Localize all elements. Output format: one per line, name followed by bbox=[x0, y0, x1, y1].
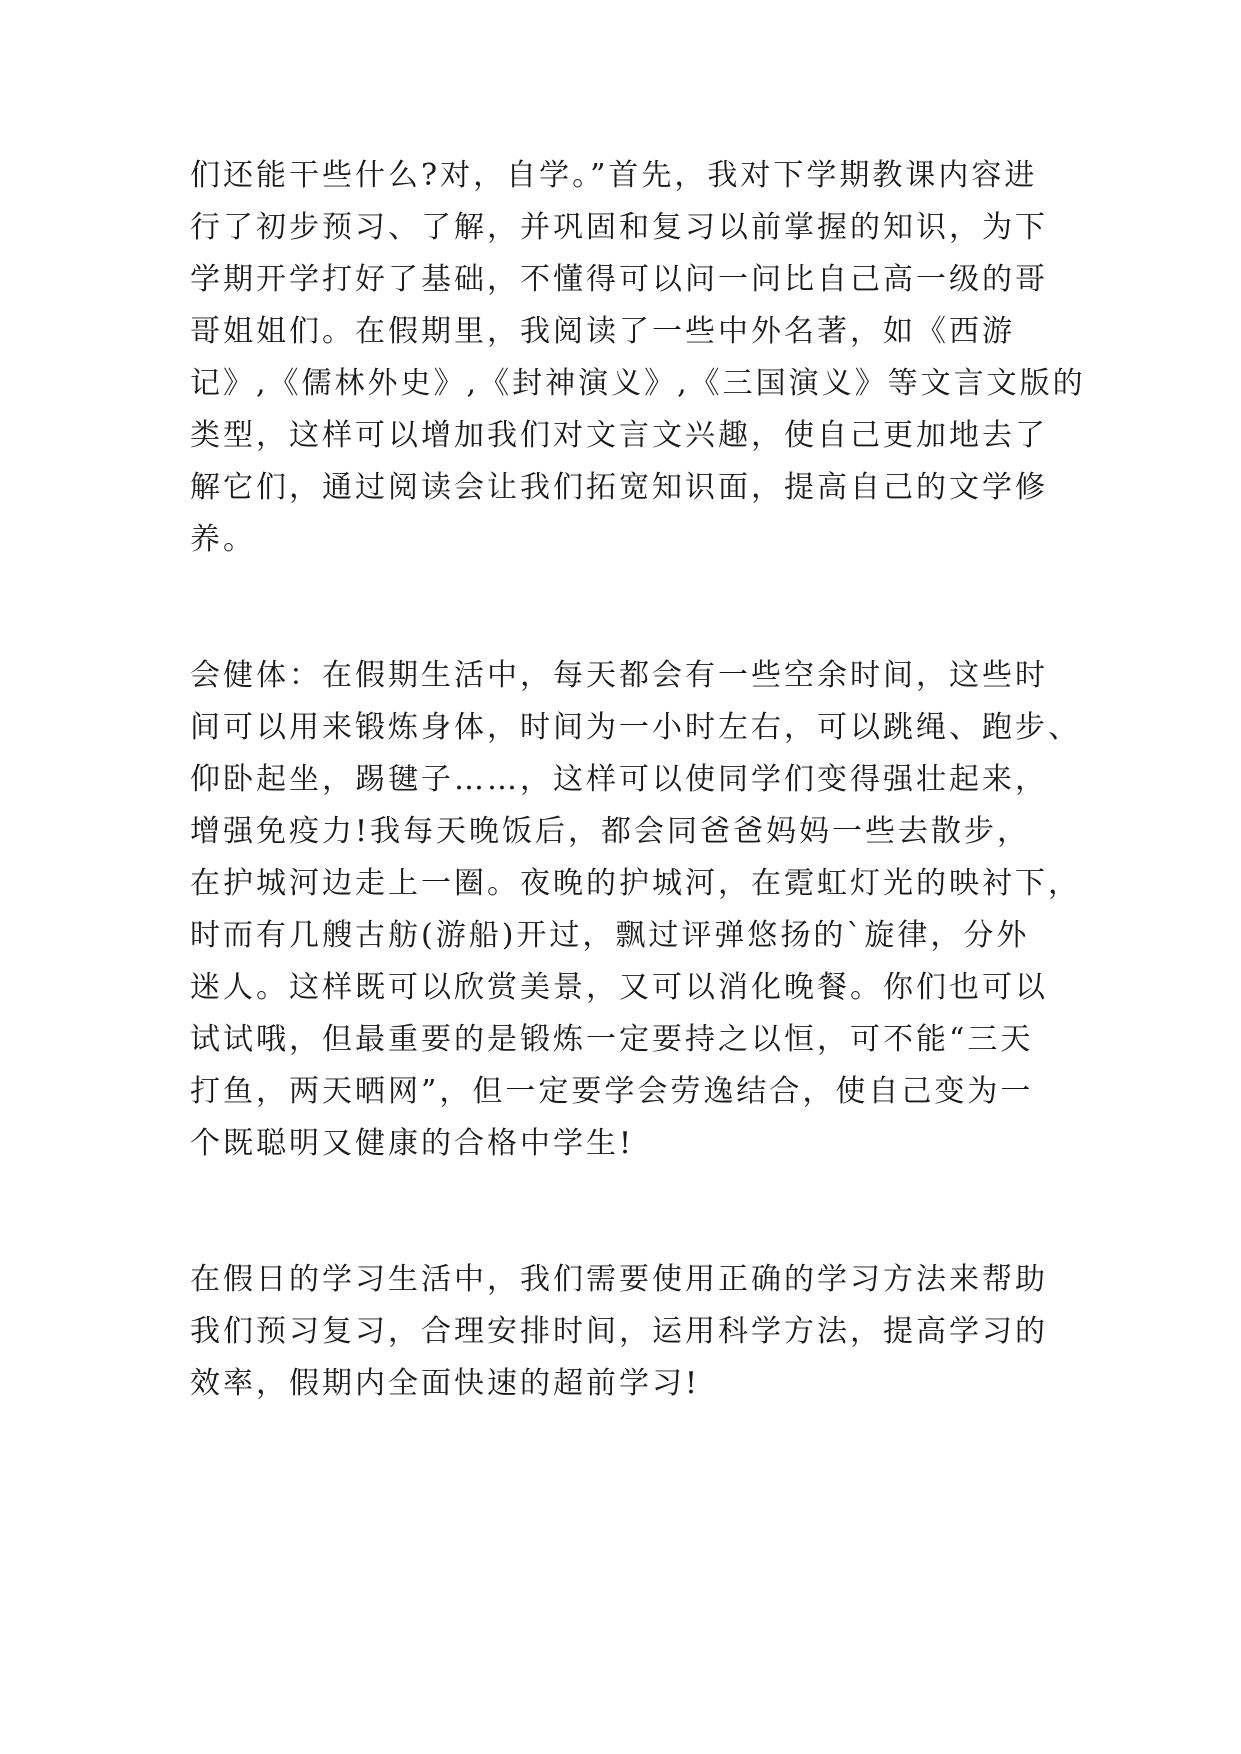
text-line: 迷人。这样既可以欣赏美景，又可以消化晚餐。你们也可以 bbox=[190, 970, 1048, 1005]
text-line: 在假日的学习生活中，我们需要使用正确的学习方法来帮助 bbox=[190, 1262, 1048, 1297]
text-line: 增强免疫力!我每天晚饭后，都会同爸爸妈妈一些去散步， bbox=[190, 814, 1031, 849]
text-line: 我们预习复习，合理安排时间，运用科学方法，提高学习的 bbox=[190, 1314, 1048, 1349]
text-line: 解它们，通过阅读会让我们拓宽知识面，提高自己的文学修 bbox=[190, 470, 1048, 505]
paragraph-self-study bbox=[190, 150, 1086, 566]
text-line: 养。 bbox=[190, 522, 256, 557]
text-line: 们还能干些什么?对，自学。”首先，我对下学期教课内容进 bbox=[190, 158, 1038, 193]
text-line: 学期开学打好了基础，不懂得可以问一问比自己高一级的哥 bbox=[190, 262, 1048, 297]
text-line: 仰卧起坐，踢毽子……，这样可以使同学们变得强壮起来， bbox=[190, 762, 1048, 797]
text-line: 会健体：在假期生活中，每天都会有一些空余时间，这些时 bbox=[190, 658, 1048, 693]
text-line: 间可以用来锻炼身体，时间为一小时左右，可以跳绳、跑步、 bbox=[190, 710, 1081, 745]
text-line: 效率，假期内全面快速的超前学习! bbox=[190, 1366, 701, 1401]
text-line: 在护城河边走上一圈。夜晚的护城河，在霓虹灯光的映衬下， bbox=[190, 866, 1081, 901]
document-body bbox=[190, 150, 1086, 1494]
text-line: 个既聪明又健康的合格中学生! bbox=[190, 1126, 635, 1161]
paragraph-exercise bbox=[190, 650, 1081, 1170]
text-line: 行了初步预习、了解，并巩固和复习以前掌握的知识，为下 bbox=[190, 210, 1048, 245]
paragraph-summary bbox=[190, 1254, 1070, 1410]
text-line: 类型，这样可以增加我们对文言文兴趣，使自己更加地去了 bbox=[190, 418, 1048, 453]
text-line: 时而有几艘古舫(游船)开过，飘过评弹悠扬的`旋律，分外 bbox=[190, 918, 1030, 953]
text-line: 试试哦，但最重要的是锻炼一定要持之以恒，可不能“三天 bbox=[190, 1022, 1034, 1057]
text-line: 记》,《儒林外史》,《封神演义》,《三国演义》等文言文版的 bbox=[190, 366, 1086, 401]
text-line: 哥姐姐们。在假期里，我阅读了一些中外名著，如《西游 bbox=[190, 314, 1015, 349]
text-line: 打鱼，两天晒网”，但一定要学会劳逸结合，使自己变为一 bbox=[190, 1074, 1034, 1109]
